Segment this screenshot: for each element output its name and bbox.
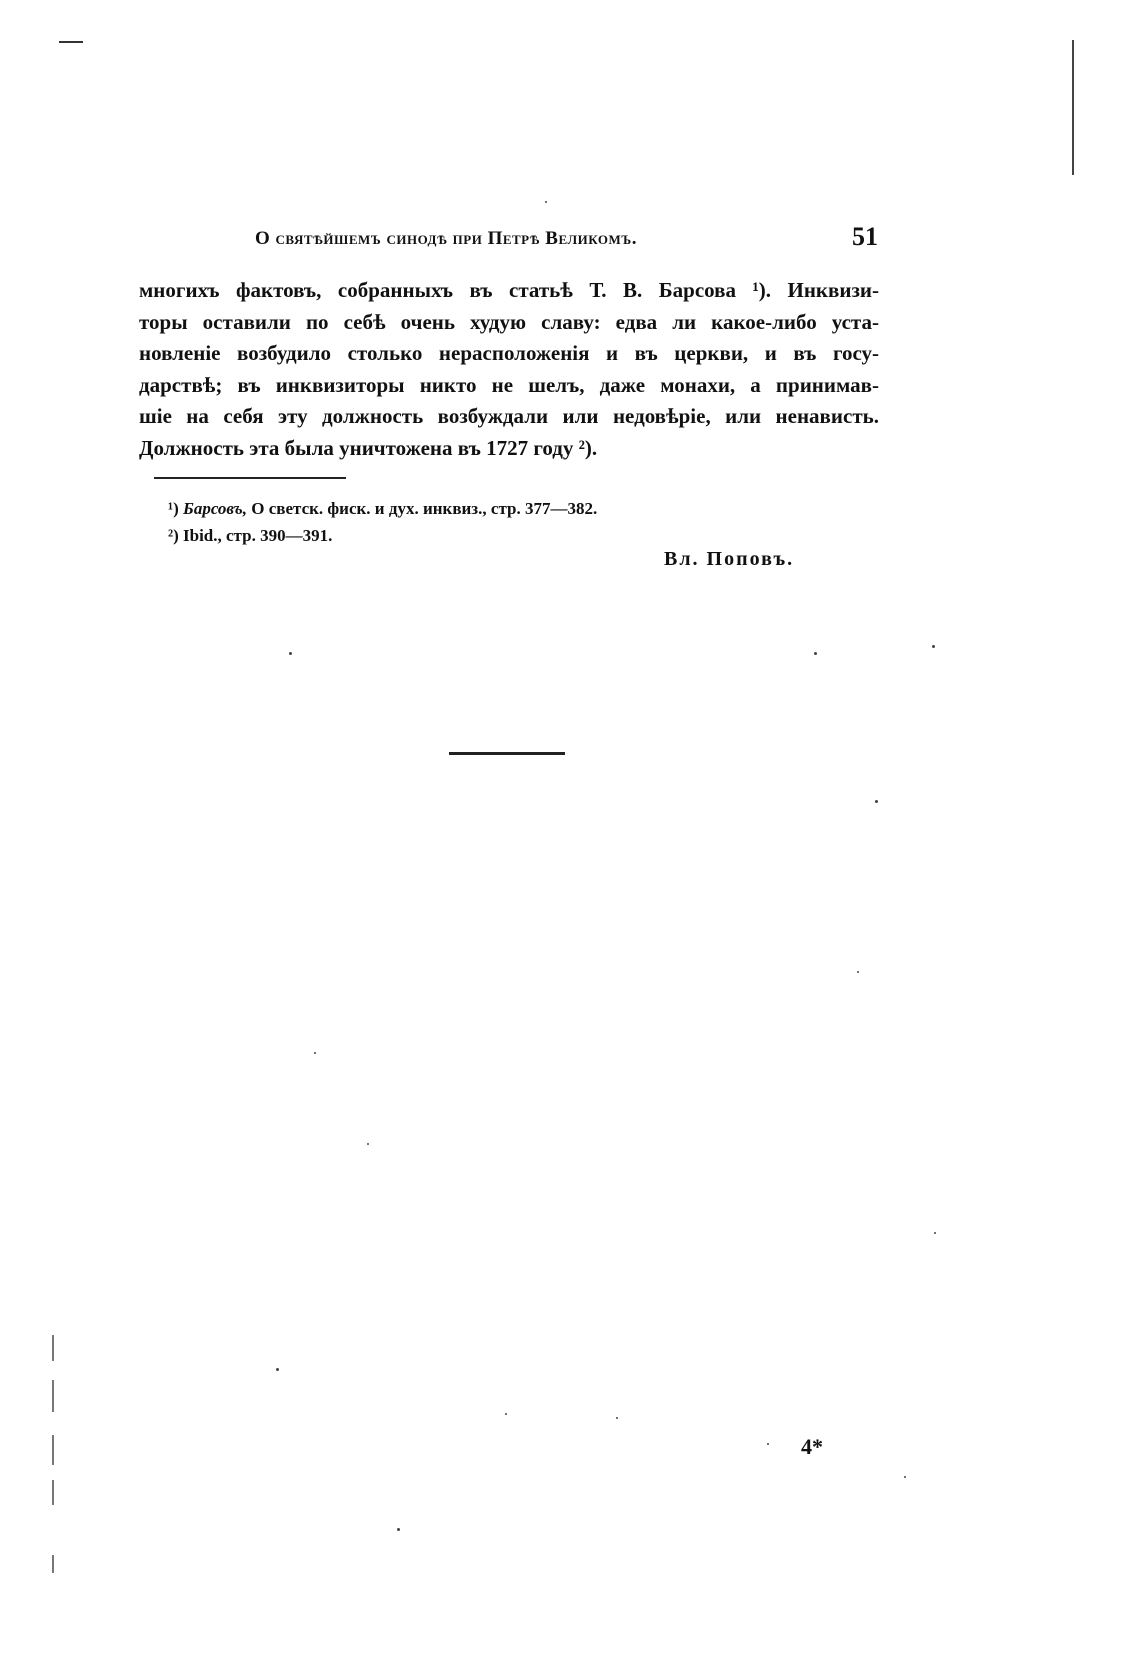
footnote-2 bbox=[168, 522, 597, 549]
body-line: многихъ фактовъ, собранныхъ въ статьѣ Т. В. Барсова ¹). Инквизи- bbox=[139, 278, 879, 302]
footnote-text: О светск. фиск. и дух. инквиз., стр. 377—382. bbox=[251, 499, 598, 518]
body-line: торы оставили по себѣ очень худую славу: едва ли какое-либо уста- bbox=[139, 309, 879, 334]
scan-mark-left bbox=[52, 1380, 54, 1412]
footnote-1 bbox=[168, 495, 597, 522]
footnote-marker: ²) bbox=[168, 526, 179, 545]
scan-mark-top-left bbox=[59, 41, 83, 43]
scan-mark-left bbox=[52, 1555, 54, 1573]
scan-speck bbox=[545, 201, 547, 203]
body-line: шіе на себя эту должность возбуждали или недовѣріе, или ненависть. bbox=[139, 404, 879, 428]
body-line: новленіе возбудило столько нерасположенія и въ церкви, и въ госу- bbox=[139, 341, 879, 365]
running-head-title: О святѣйшемъ синодѣ при Петрѣ Великомъ. bbox=[255, 228, 637, 249]
scan-speck bbox=[767, 1443, 769, 1445]
page-number: 51 bbox=[852, 222, 878, 251]
scan-speck bbox=[932, 645, 935, 648]
scan-speck bbox=[875, 800, 878, 803]
footnotes bbox=[168, 495, 597, 549]
body-paragraph bbox=[139, 275, 879, 464]
author-signature: Вл. Поповъ. bbox=[664, 548, 795, 570]
scan-mark-left bbox=[52, 1435, 54, 1465]
scan-speck bbox=[505, 1413, 507, 1415]
scan-mark-left bbox=[52, 1335, 54, 1361]
body-line: Должность эта была уничтожена въ 1727 году ²). bbox=[139, 435, 598, 460]
printer-signature-mark: 4* bbox=[801, 1434, 823, 1459]
end-of-article-rule bbox=[449, 752, 565, 755]
scan-speck bbox=[814, 652, 817, 655]
scan-mark-right-margin bbox=[1072, 40, 1074, 175]
scan-speck bbox=[367, 1143, 369, 1145]
scan-speck bbox=[314, 1052, 316, 1054]
scan-speck bbox=[857, 971, 859, 973]
scan-speck bbox=[289, 652, 292, 655]
scan-speck bbox=[276, 1368, 279, 1371]
body-line: дарствѣ; въ инквизиторы никто не шелъ, даже монахи, а принимав- bbox=[139, 372, 879, 397]
scan-speck bbox=[616, 1417, 618, 1419]
scan-mark-left bbox=[52, 1480, 54, 1505]
footnote-text: Ibid., стр. 390—391. bbox=[183, 526, 333, 545]
footnote-marker: ¹) bbox=[168, 499, 179, 518]
scan-speck bbox=[904, 1476, 906, 1478]
footnote-separator bbox=[154, 477, 346, 479]
scan-speck bbox=[397, 1528, 400, 1531]
running-head bbox=[140, 222, 878, 262]
scan-speck bbox=[934, 1232, 936, 1234]
footnote-author: Барсовъ, bbox=[183, 499, 248, 518]
